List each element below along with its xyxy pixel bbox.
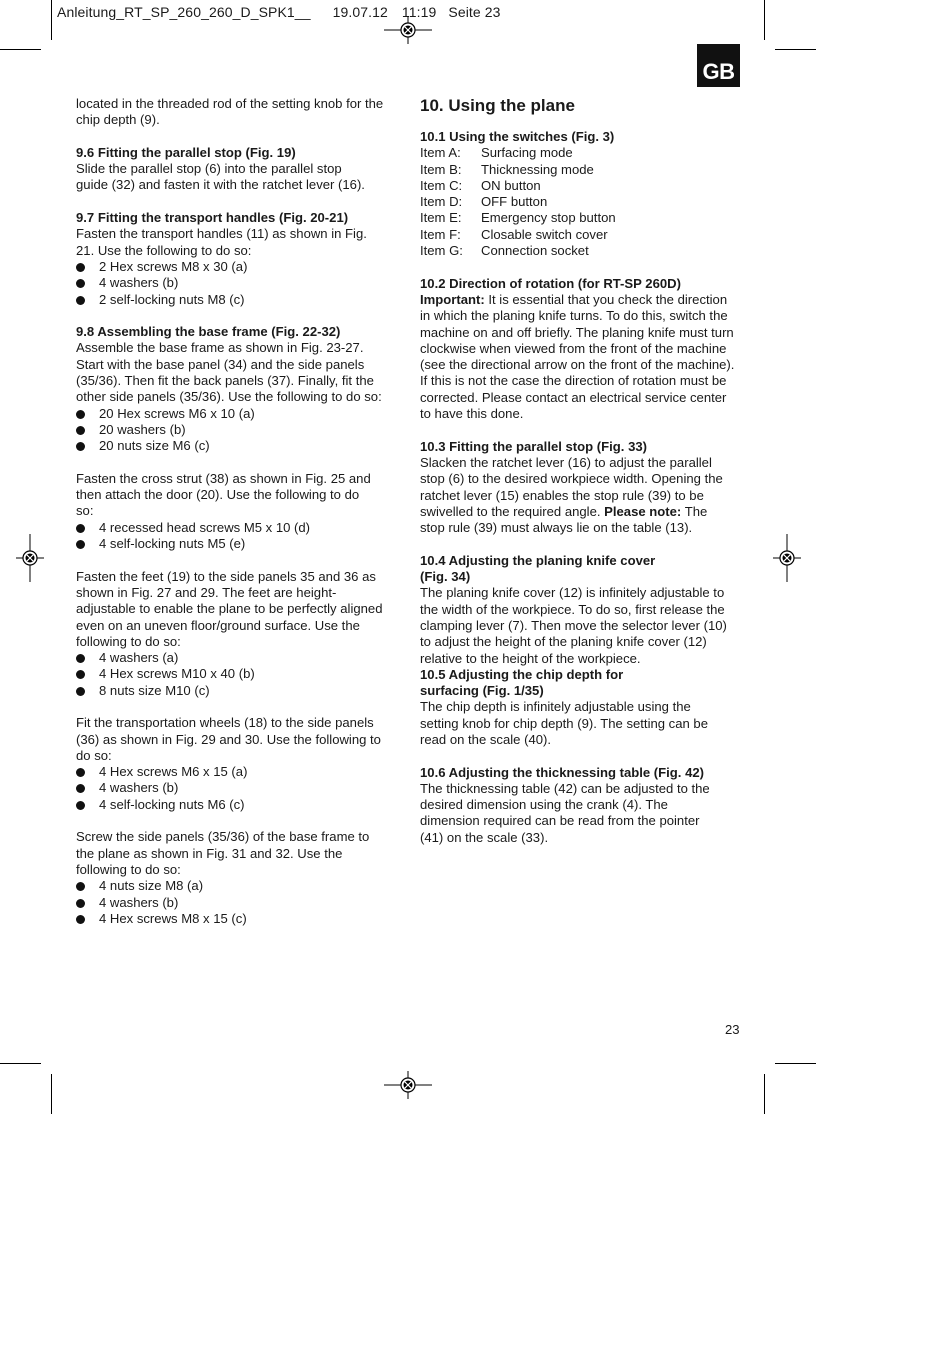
bullet-icon — [76, 768, 85, 777]
text-line: 21. Use the following to do so: — [76, 242, 252, 258]
item-key: Item G: — [420, 243, 463, 259]
text-line: chip depth (9). — [76, 112, 160, 128]
list-item-text: 4 self-locking nuts M5 (e) — [99, 536, 246, 552]
list-item — [76, 683, 406, 699]
bullet-icon — [76, 524, 85, 533]
text-line: Fit the transportation wheels (18) to the side panels — [76, 715, 374, 731]
bullet-icon — [76, 915, 85, 924]
text-line: Assemble the base frame as shown in Fig. 23-27. — [76, 340, 364, 356]
text-line: to have this done. — [420, 406, 524, 422]
list-item-text: 4 Hex screws M6 x 15 (a) — [99, 764, 248, 780]
list-item — [76, 895, 406, 911]
bullet-icon — [76, 426, 85, 435]
bullet-icon — [76, 784, 85, 793]
text-line: Screw the side panels (35/36) of the base frame to — [76, 829, 370, 845]
section-heading: surfacing (Fig. 1/35) — [420, 683, 544, 699]
bullet-icon — [76, 654, 85, 663]
text-line: then attach the door (20). Use the following to do — [76, 487, 360, 503]
bullet-icon — [76, 882, 85, 891]
section-heading: 9.6 Fitting the parallel stop (Fig. 19) — [76, 144, 296, 160]
registration-mark-icon — [384, 1071, 432, 1099]
bullet-icon — [76, 296, 85, 305]
list-item-text: 4 self-locking nuts M6 (c) — [99, 796, 245, 812]
text-line: following to do so: — [76, 633, 181, 649]
item-key: Item A: — [420, 145, 461, 161]
list-item — [76, 780, 406, 796]
text-line: desired dimension using the crank (4). The — [420, 797, 668, 813]
list-item — [76, 422, 406, 438]
text-line: clockwise when viewed from the front of the machine — [420, 340, 727, 356]
registration-mark-icon — [773, 534, 801, 582]
list-item — [420, 178, 755, 194]
header-date: 19.07.12 — [332, 4, 388, 20]
item-value: Emergency stop button — [481, 210, 616, 226]
list-item — [420, 227, 755, 243]
page-number: 23 — [725, 1022, 740, 1037]
text-line: located in the threaded rod of the setting knob for the — [76, 96, 384, 111]
list-item — [76, 259, 406, 275]
crop-mark — [0, 1063, 41, 1064]
text-line: clamping lever (7). Then move the selector lever (10) — [420, 617, 727, 633]
text-line: Fasten the cross strut (38) as shown in Fig. 25 and — [76, 470, 371, 486]
list-item-text: 2 Hex screws M8 x 30 (a) — [99, 258, 248, 274]
list-item — [76, 911, 406, 927]
bullet-icon — [76, 670, 85, 679]
section-heading: 10.6 Adjusting the thicknessing table (Fig. 42) — [420, 764, 704, 780]
item-value: Surfacing mode — [481, 145, 573, 161]
section-heading: 9.8 Assembling the base frame (Fig. 22-32) — [76, 324, 341, 340]
text-line: The chip depth is infinitely adjustable using the — [420, 699, 691, 715]
text-line: (41) on the scale (33). — [420, 829, 549, 845]
text-run: The — [681, 503, 708, 519]
text-line: stop rule (39) must always lie on the table (13). — [420, 520, 693, 536]
list-item — [76, 520, 406, 536]
text-line: other side panels (35/36). Use the following to do so: — [76, 389, 382, 405]
language-badge: GB — [697, 44, 740, 87]
list-item-text: 4 washers (b) — [99, 275, 179, 291]
list-item-text: 4 Hex screws M8 x 15 (c) — [99, 910, 247, 926]
list-item-text: 20 nuts size M6 (c) — [99, 438, 210, 454]
bullet-icon — [76, 263, 85, 272]
text-line: ratchet lever (15) enables the stop rule (39) to be — [420, 487, 704, 503]
right-column — [420, 96, 755, 846]
text-line: the plane as shown in Fig. 31 and 32. Use the — [76, 845, 343, 861]
text-line: following to do so: — [76, 861, 181, 877]
bullet-icon — [76, 687, 85, 696]
text-line: so: — [76, 503, 94, 519]
text-line: setting knob for chip depth (9). The setting can be — [420, 715, 708, 731]
item-value: OFF button — [481, 194, 548, 210]
crop-mark — [51, 1074, 52, 1114]
crop-mark — [775, 1063, 816, 1064]
text-line: to adjust the height of the planing knife cover (12) — [420, 634, 707, 650]
left-column — [76, 96, 406, 927]
list-item-text: 2 self-locking nuts M8 (c) — [99, 291, 245, 307]
list-item — [76, 536, 406, 552]
text-line: Fasten the transport handles (11) as shown in Fig. — [76, 226, 367, 242]
text-line — [420, 504, 755, 520]
list-item-text: 20 Hex screws M6 x 10 (a) — [99, 405, 255, 421]
text-line: dimension required can be read from the pointer — [420, 813, 700, 829]
text-line: in which the planing knife turns. To do this, switch the — [420, 308, 728, 324]
text-line: corrected. Please contact an electrical service center — [420, 389, 727, 405]
list-item — [420, 243, 755, 259]
item-value: Thicknessing mode — [481, 161, 594, 177]
important-label: Important: — [420, 291, 485, 307]
list-item — [76, 438, 406, 454]
section-heading: 10.4 Adjusting the planing knife cover — [420, 552, 656, 568]
section-heading: 9.7 Fitting the transport handles (Fig. 20-21) — [76, 210, 349, 226]
text-line: even on an uneven floor/ground surface. Use the — [76, 617, 360, 633]
text-line: read on the scale (40). — [420, 731, 552, 747]
text-line: the width of the workpiece. To do so, first release the — [420, 601, 725, 617]
item-value: Connection socket — [481, 243, 589, 259]
list-item — [76, 797, 406, 813]
list-item-text: 4 washers (a) — [99, 650, 179, 666]
list-item — [76, 878, 406, 894]
section-heading: 10.1 Using the switches (Fig. 3) — [420, 129, 615, 144]
list-item — [76, 406, 406, 422]
text-line: adjustable to enable the plane to be perfectly aligned — [76, 601, 383, 617]
text-line: If this is not the case the direction of rotation must be — [420, 373, 727, 389]
section-heading: (Fig. 34) — [420, 569, 471, 585]
print-header — [57, 4, 501, 20]
text-line: guide (32) and fasten it with the ratchet lever (16). — [76, 177, 365, 193]
text-line: machine on and off briefly. The planing knife must turn — [420, 324, 734, 340]
text-line — [420, 292, 755, 308]
text-line: Start with the base panel (34) and the side panels — [76, 356, 365, 372]
section-heading: 10.3 Fitting the parallel stop (Fig. 33) — [420, 438, 647, 454]
text-run: swivelled to the required angle. — [420, 503, 605, 519]
list-item — [420, 162, 755, 178]
text-line: Fasten the feet (19) to the side panels 35 and 36 as — [76, 568, 376, 584]
item-key: Item D: — [420, 194, 463, 210]
text-line: shown in Fig. 27 and 29. The feet are height- — [76, 584, 337, 600]
text-line: do so: — [76, 747, 112, 763]
list-item — [76, 275, 406, 291]
bullet-icon — [76, 801, 85, 810]
list-item — [420, 210, 755, 226]
crop-mark — [764, 0, 765, 40]
item-key: Item B: — [420, 161, 462, 177]
text-line: Slide the parallel stop (6) into the parallel stop — [76, 161, 342, 177]
text-line: (see the directional arrow on the front of the machine). — [420, 357, 735, 373]
list-item — [76, 292, 406, 308]
text-line: (36) as shown in Fig. 29 and 30. Use the following to — [76, 731, 381, 747]
list-item-text: 20 washers (b) — [99, 421, 186, 437]
list-item — [76, 764, 406, 780]
registration-mark-icon — [16, 534, 44, 582]
list-item — [420, 194, 755, 210]
section-heading: 10.2 Direction of rotation (for RT-SP 260D) — [420, 275, 681, 291]
bullet-icon — [76, 410, 85, 419]
list-item-text: 4 nuts size M8 (a) — [99, 878, 204, 894]
crop-mark — [764, 1074, 765, 1114]
text-line: The planing knife cover (12) is infinitely adjustable to — [420, 585, 725, 601]
list-item-text: 4 washers (b) — [99, 780, 179, 796]
note-label: Please note: — [604, 503, 682, 519]
list-item — [76, 650, 406, 666]
bullet-icon — [76, 442, 85, 451]
text-line: (35/36). Then fit the back panels (37). Finally, fit the — [76, 373, 374, 389]
list-item — [420, 145, 755, 161]
list-item-text: 4 recessed head screws M5 x 10 (d) — [99, 519, 311, 535]
header-time: 11:19 — [401, 4, 437, 20]
chapter-title: 10. Using the plane — [420, 96, 575, 115]
crop-mark — [0, 49, 41, 50]
bullet-icon — [76, 540, 85, 549]
list-item — [76, 666, 406, 682]
list-item-text: 4 Hex screws M10 x 40 (b) — [99, 666, 255, 682]
item-key: Item F: — [420, 226, 461, 242]
crop-mark — [51, 0, 52, 40]
item-key: Item C: — [420, 177, 463, 193]
list-item-text: 4 washers (b) — [99, 894, 179, 910]
list-item-text: 8 nuts size M10 (c) — [99, 682, 210, 698]
section-heading: 10.5 Adjusting the chip depth for — [420, 666, 624, 682]
item-value: Closable switch cover — [481, 226, 608, 242]
text-line: The thicknessing table (42) can be adjusted to the — [420, 780, 710, 796]
text-line: Slacken the ratchet lever (16) to adjust the parallel — [420, 454, 712, 470]
registration-mark-icon — [384, 16, 432, 44]
text-line: relative to the height of the workpiece. — [420, 650, 641, 666]
bullet-icon — [76, 899, 85, 908]
header-filename: Anleitung_RT_SP_260_260_D_SPK1__ — [57, 4, 311, 20]
crop-mark — [775, 49, 816, 50]
text-line: stop (6) to the desired workpiece width. Opening the — [420, 471, 723, 487]
item-value: ON button — [481, 177, 541, 193]
text-run: It is essential that you check the direction — [484, 291, 728, 307]
header-page-label: Seite 23 — [448, 4, 501, 20]
bullet-icon — [76, 279, 85, 288]
item-key: Item E: — [420, 210, 462, 226]
